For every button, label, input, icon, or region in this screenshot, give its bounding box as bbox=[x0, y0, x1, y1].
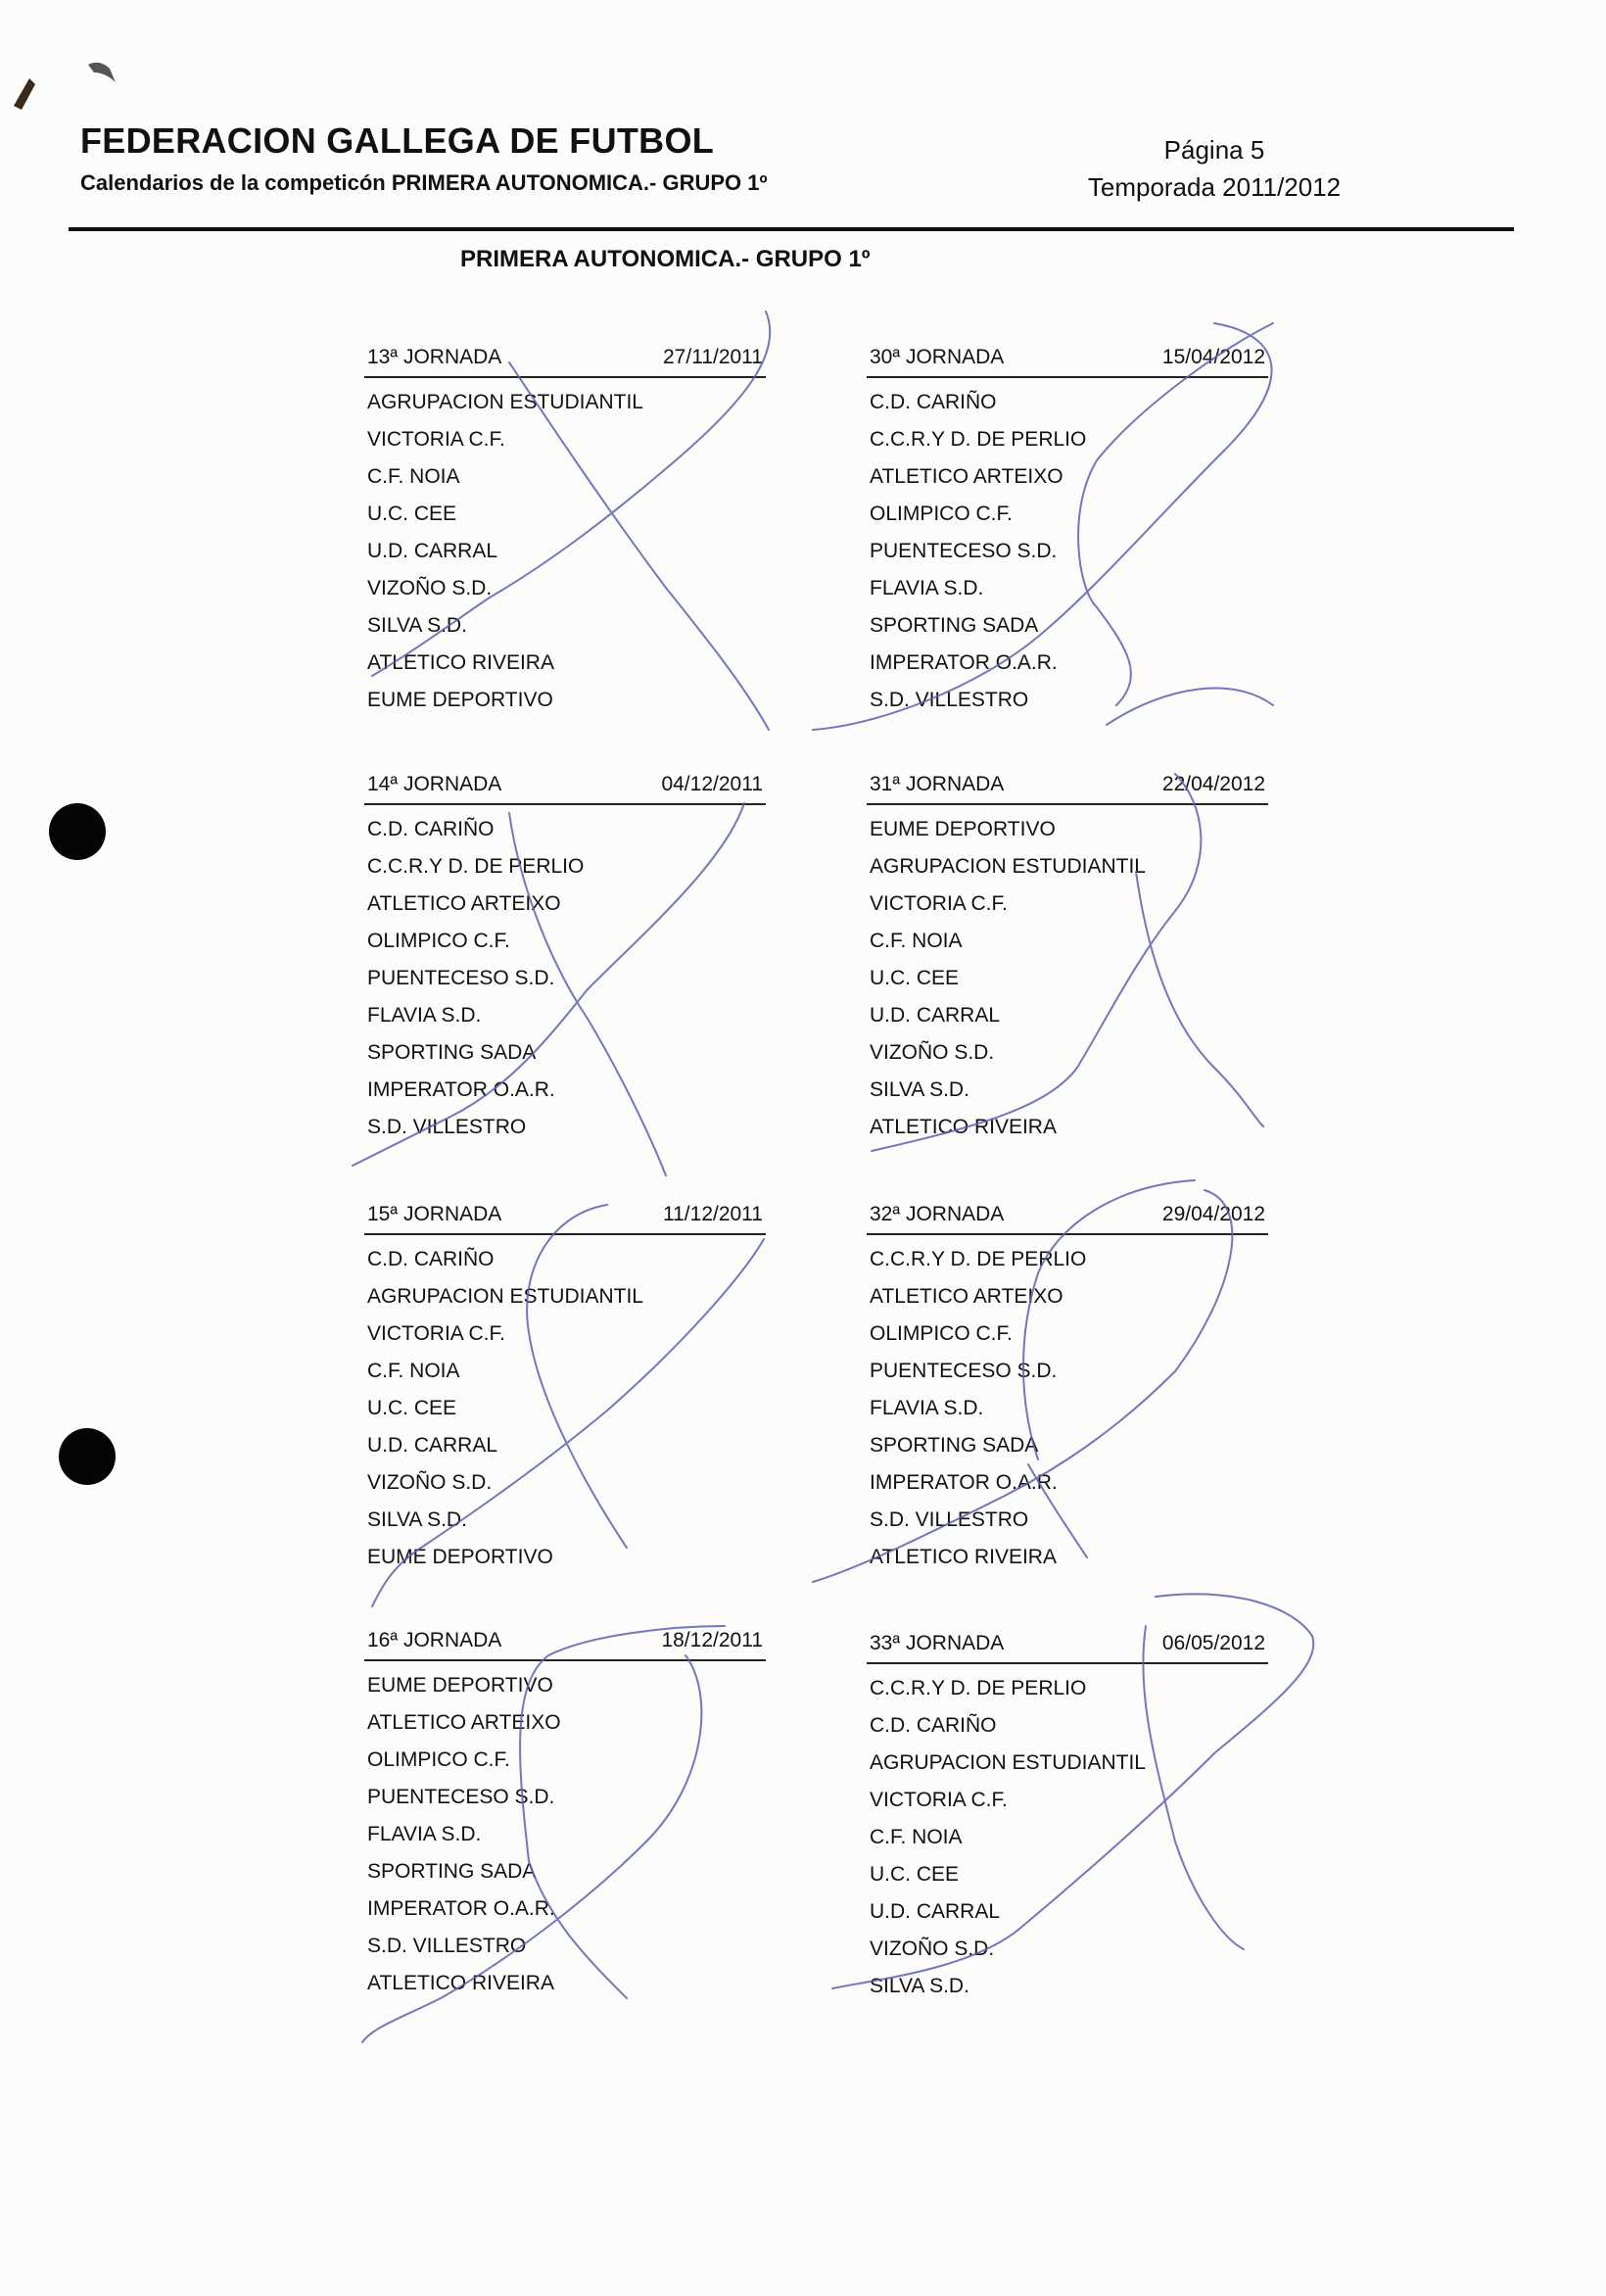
team-item: IMPERATOR O.A.R. bbox=[870, 651, 1058, 674]
team-item: C.F. NOIA bbox=[870, 1826, 963, 1848]
jornada-block-16 bbox=[364, 1624, 766, 2002]
team-list bbox=[364, 1241, 766, 1576]
team-item: OLIMPICO C.F. bbox=[367, 1748, 510, 1771]
jornada-divider bbox=[364, 376, 766, 378]
jornada-date: 04/12/2011 bbox=[661, 773, 763, 795]
jornada-date: 29/04/2012 bbox=[1161, 1203, 1265, 1225]
team-list bbox=[364, 384, 766, 719]
team-item: ATLETICO RIVEIRA bbox=[870, 1116, 1057, 1138]
team-item: PUENTECESO S.D. bbox=[870, 540, 1058, 562]
team-list bbox=[867, 811, 1268, 1146]
team-item: C.D. CARIÑO bbox=[367, 818, 495, 840]
jornada-label: 30ª JORNADA bbox=[870, 346, 1005, 368]
team-item: EUME DEPORTIVO bbox=[367, 1674, 553, 1697]
page-info bbox=[1077, 131, 1351, 206]
team-list bbox=[867, 1241, 1268, 1576]
jornada-block-32 bbox=[867, 1198, 1268, 1576]
section-title: PRIMERA AUTONOMICA.- GRUPO 1º bbox=[460, 246, 871, 272]
team-item: S.D. VILLESTRO bbox=[870, 689, 1029, 711]
team-item: C.C.R.Y D. DE PERLIO bbox=[870, 1248, 1087, 1270]
team-item: SILVA S.D. bbox=[870, 1975, 969, 1997]
team-item: AGRUPACION ESTUDIANTIL bbox=[367, 1285, 643, 1308]
team-item: VICTORIA C.F. bbox=[870, 892, 1008, 915]
jornada-block-33 bbox=[867, 1627, 1268, 2005]
team-list bbox=[867, 1670, 1268, 2005]
jornada-block-31 bbox=[867, 768, 1268, 1146]
team-item: ATLETICO RIVEIRA bbox=[367, 1972, 554, 1994]
jornada-divider bbox=[364, 1659, 766, 1661]
team-item: IMPERATOR O.A.R. bbox=[870, 1471, 1058, 1494]
jornada-label: 13ª JORNADA bbox=[367, 346, 502, 368]
team-list bbox=[364, 811, 766, 1146]
team-item: ATLETICO ARTEIXO bbox=[367, 1711, 561, 1734]
jornada-date: 22/04/2012 bbox=[1161, 773, 1265, 795]
team-item: ATLETICO RIVEIRA bbox=[870, 1546, 1057, 1568]
team-item: U.D. CARRAL bbox=[367, 540, 498, 562]
jornada-block-13 bbox=[364, 341, 766, 719]
team-item: S.D. VILLESTRO bbox=[367, 1116, 527, 1138]
team-item: U.C. CEE bbox=[367, 1397, 457, 1419]
team-item: C.D. CARIÑO bbox=[367, 1248, 495, 1270]
jornada-block-14 bbox=[364, 768, 766, 1146]
jornada-label: 31ª JORNADA bbox=[870, 773, 1005, 795]
jornada-label: 16ª JORNADA bbox=[367, 1629, 502, 1651]
team-item: VICTORIA C.F. bbox=[367, 1322, 505, 1345]
team-item: C.F. NOIA bbox=[367, 1360, 460, 1382]
team-item: PUENTECESO S.D. bbox=[367, 967, 555, 989]
team-item: U.D. CARRAL bbox=[367, 1434, 498, 1457]
team-item: U.C. CEE bbox=[870, 1863, 960, 1886]
team-item: SPORTING SADA bbox=[367, 1860, 537, 1883]
team-item: EUME DEPORTIVO bbox=[870, 818, 1056, 840]
team-item: VICTORIA C.F. bbox=[367, 428, 505, 451]
team-item: FLAVIA S.D. bbox=[367, 1004, 482, 1027]
team-item: SPORTING SADA bbox=[870, 1434, 1039, 1457]
team-item: AGRUPACION ESTUDIANTIL bbox=[870, 1751, 1146, 1774]
ink-stain bbox=[0, 27, 147, 116]
header-rule bbox=[69, 227, 1514, 231]
jornada-label: 15ª JORNADA bbox=[367, 1203, 502, 1225]
team-item: SPORTING SADA bbox=[870, 614, 1039, 637]
team-item: AGRUPACION ESTUDIANTIL bbox=[367, 391, 643, 413]
jornada-label: 14ª JORNADA bbox=[367, 773, 502, 795]
team-item: VIZOÑO S.D. bbox=[367, 1471, 493, 1494]
team-item: OLIMPICO C.F. bbox=[870, 1322, 1013, 1345]
jornada-block-15 bbox=[364, 1198, 766, 1576]
team-item: C.C.R.Y D. DE PERLIO bbox=[870, 1677, 1087, 1699]
team-item: PUENTECESO S.D. bbox=[870, 1360, 1058, 1382]
team-item: S.D. VILLESTRO bbox=[367, 1935, 527, 1957]
team-item: OLIMPICO C.F. bbox=[870, 502, 1013, 525]
team-item: OLIMPICO C.F. bbox=[367, 930, 510, 952]
team-item: AGRUPACION ESTUDIANTIL bbox=[870, 855, 1146, 878]
punch-hole-top bbox=[49, 803, 106, 860]
jornada-divider bbox=[867, 1233, 1268, 1235]
team-item: EUME DEPORTIVO bbox=[367, 689, 553, 711]
team-item: C.D. CARIÑO bbox=[870, 1714, 997, 1737]
jornada-divider bbox=[364, 803, 766, 805]
jornada-label: 33ª JORNADA bbox=[870, 1632, 1005, 1654]
season-label: Temporada 2011/2012 bbox=[1087, 172, 1342, 202]
team-item: U.C. CEE bbox=[367, 502, 457, 525]
jornada-label: 32ª JORNADA bbox=[870, 1203, 1005, 1225]
team-item: FLAVIA S.D. bbox=[870, 1397, 984, 1419]
jornada-date: 27/11/2011 bbox=[663, 346, 763, 368]
team-list bbox=[867, 384, 1268, 719]
team-item: PUENTECESO S.D. bbox=[367, 1786, 555, 1808]
jornada-block-30 bbox=[867, 341, 1268, 719]
team-item: FLAVIA S.D. bbox=[870, 577, 984, 599]
team-item: U.C. CEE bbox=[870, 967, 960, 989]
team-item: ATLETICO ARTEIXO bbox=[367, 892, 561, 915]
team-item: C.D. CARIÑO bbox=[870, 391, 997, 413]
team-item: EUME DEPORTIVO bbox=[367, 1546, 553, 1568]
punch-hole-bottom bbox=[59, 1428, 116, 1485]
jornada-date: 18/12/2011 bbox=[661, 1629, 763, 1651]
jornada-divider bbox=[867, 1662, 1268, 1664]
jornada-divider bbox=[867, 376, 1268, 378]
team-item: VIZOÑO S.D. bbox=[870, 1041, 995, 1064]
team-item: ATLETICO ARTEIXO bbox=[870, 1285, 1063, 1308]
team-item: IMPERATOR O.A.R. bbox=[367, 1078, 555, 1101]
team-item: SPORTING SADA bbox=[367, 1041, 537, 1064]
jornada-date: 11/12/2011 bbox=[663, 1203, 763, 1225]
jornada-divider bbox=[867, 803, 1268, 805]
federation-title: FEDERACION GALLEGA DE FUTBOL bbox=[80, 120, 715, 161]
jornada-divider bbox=[364, 1233, 766, 1235]
team-item: C.C.R.Y D. DE PERLIO bbox=[870, 428, 1087, 451]
team-item: IMPERATOR O.A.R. bbox=[367, 1897, 555, 1920]
team-item: U.D. CARRAL bbox=[870, 1900, 1001, 1923]
team-item: SILVA S.D. bbox=[870, 1078, 969, 1101]
team-item: VIZOÑO S.D. bbox=[870, 1937, 995, 1960]
team-item: S.D. VILLESTRO bbox=[870, 1508, 1029, 1531]
team-item: SILVA S.D. bbox=[367, 1508, 467, 1531]
team-item: SILVA S.D. bbox=[367, 614, 467, 637]
team-item: FLAVIA S.D. bbox=[367, 1823, 482, 1845]
competition-subtitle: Calendarios de la competicón PRIMERA AUTONOMICA.- GRUPO 1º bbox=[80, 170, 768, 195]
jornada-date: 06/05/2012 bbox=[1161, 1632, 1265, 1654]
team-item: ATLETICO RIVEIRA bbox=[367, 651, 554, 674]
jornada-date: 15/04/2012 bbox=[1161, 346, 1265, 368]
team-item: C.F. NOIA bbox=[367, 465, 460, 488]
team-item: C.C.R.Y D. DE PERLIO bbox=[367, 855, 585, 878]
team-list bbox=[364, 1667, 766, 2002]
team-item: VICTORIA C.F. bbox=[870, 1789, 1008, 1811]
team-item: VIZOÑO S.D. bbox=[367, 577, 493, 599]
document-header bbox=[80, 120, 768, 196]
page-number: Página 5 bbox=[1163, 135, 1265, 165]
team-item: C.F. NOIA bbox=[870, 930, 963, 952]
team-item: U.D. CARRAL bbox=[870, 1004, 1001, 1027]
team-item: ATLETICO ARTEIXO bbox=[870, 465, 1063, 488]
